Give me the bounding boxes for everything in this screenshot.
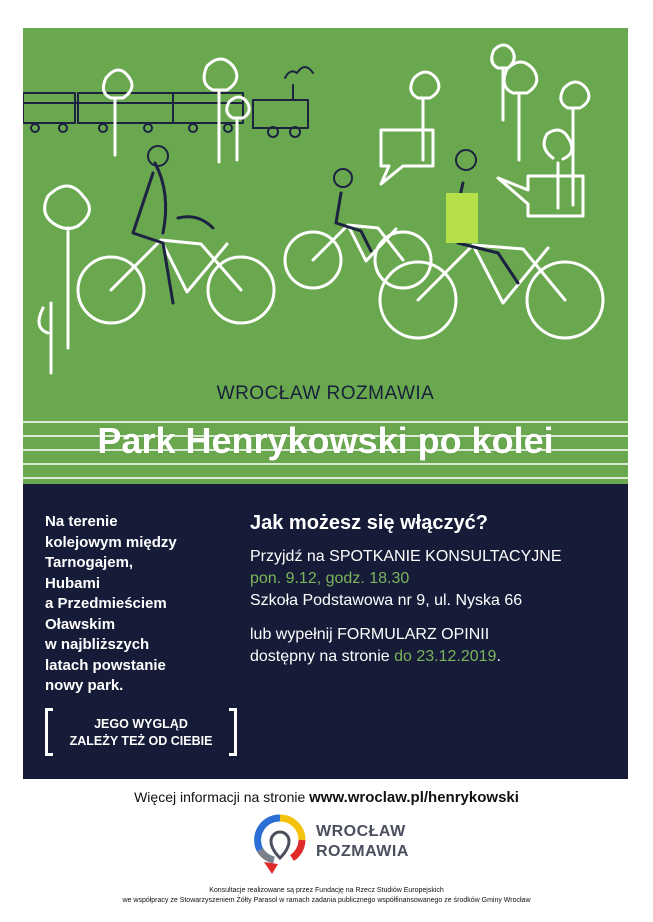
logo-pin-icon xyxy=(248,812,312,876)
form-available-text: dostępny na stronie xyxy=(250,648,390,665)
meeting-datetime: pon. 9.12, godz. 18.30 xyxy=(250,570,410,587)
intro-line: a Przedmieściem xyxy=(45,595,167,612)
cyclists-illustration xyxy=(23,28,628,388)
intro-line: w najbliższych xyxy=(45,636,150,653)
wroclaw-rozmawia-logo xyxy=(248,812,418,876)
tree-icon xyxy=(544,130,572,208)
cta-line: ZALEŻY TEŻ OD CIEBIE xyxy=(69,734,213,748)
cta-box xyxy=(45,708,237,758)
train-illustration xyxy=(23,67,313,137)
bicycle-illustration xyxy=(380,245,603,338)
meeting-place: Szkoła Podstawowa nr 9, ul. Nyska 66 xyxy=(250,592,523,609)
tree-icon xyxy=(103,70,132,155)
footer-line: we współpracy ze Stowarzyszeniem Żółty Parasol w ramach zadania publicznego współfinansowanego ze środków Gminy Wrocław xyxy=(122,896,531,904)
intro-line: Hubami xyxy=(45,574,101,592)
intro-line: Na terenie xyxy=(45,513,118,530)
intro-line: Tarnogajem, xyxy=(45,554,134,571)
intro-line: Oławskim xyxy=(45,615,116,633)
intro-line: latach powstanie xyxy=(45,656,166,674)
poster-subtitle: WROCŁAW ROZMAWIA xyxy=(216,383,435,404)
participation-info xyxy=(250,510,620,668)
speech-bubble-icon xyxy=(381,130,433,184)
form-deadline: do 23.12.2019 xyxy=(394,648,497,665)
intro-line: kolejowym między xyxy=(45,533,177,551)
more-info-label: Więcej informacji na stronie xyxy=(134,789,306,805)
hero-panel xyxy=(23,28,628,484)
tree-icon xyxy=(227,97,250,160)
logo-line: WROCŁAW xyxy=(316,823,406,840)
info-panel xyxy=(23,484,628,779)
tree-icon xyxy=(39,303,51,373)
tree-icon xyxy=(504,62,537,160)
poster-title: Park Henrykowski po kolei xyxy=(97,420,554,461)
speech-bubble-icon xyxy=(498,176,583,216)
bicycle-illustration xyxy=(285,225,431,288)
intro-line: nowy park. xyxy=(45,677,124,694)
tree-icon xyxy=(411,72,439,160)
logo-text xyxy=(316,822,409,862)
tree-icon xyxy=(204,59,237,162)
form-availability xyxy=(250,646,620,668)
tree-icon xyxy=(561,82,589,205)
participation-heading: Jak możesz się włączyć? xyxy=(250,512,488,534)
form-end: . xyxy=(496,648,501,665)
bicycle-illustration xyxy=(78,163,274,323)
meeting-intro: Przyjdź na SPOTKANIE KONSULTACYJNE xyxy=(250,548,562,565)
cta-text xyxy=(45,716,237,750)
logo-line: ROZMAWIA xyxy=(316,843,409,860)
form-intro: lub wypełnij FORMULARZ OPINII xyxy=(250,626,490,643)
more-info xyxy=(0,789,653,806)
more-info-link[interactable]: www.wroclaw.pl/henrykowski xyxy=(309,789,519,806)
intro-text xyxy=(45,512,235,697)
cta-line: JEGO WYGLĄD xyxy=(94,717,188,731)
footer-credits xyxy=(0,886,653,905)
footer-line: Konsultacje realizowane są przez Fundację na Rzecz Studiów Europejskich xyxy=(209,887,444,894)
